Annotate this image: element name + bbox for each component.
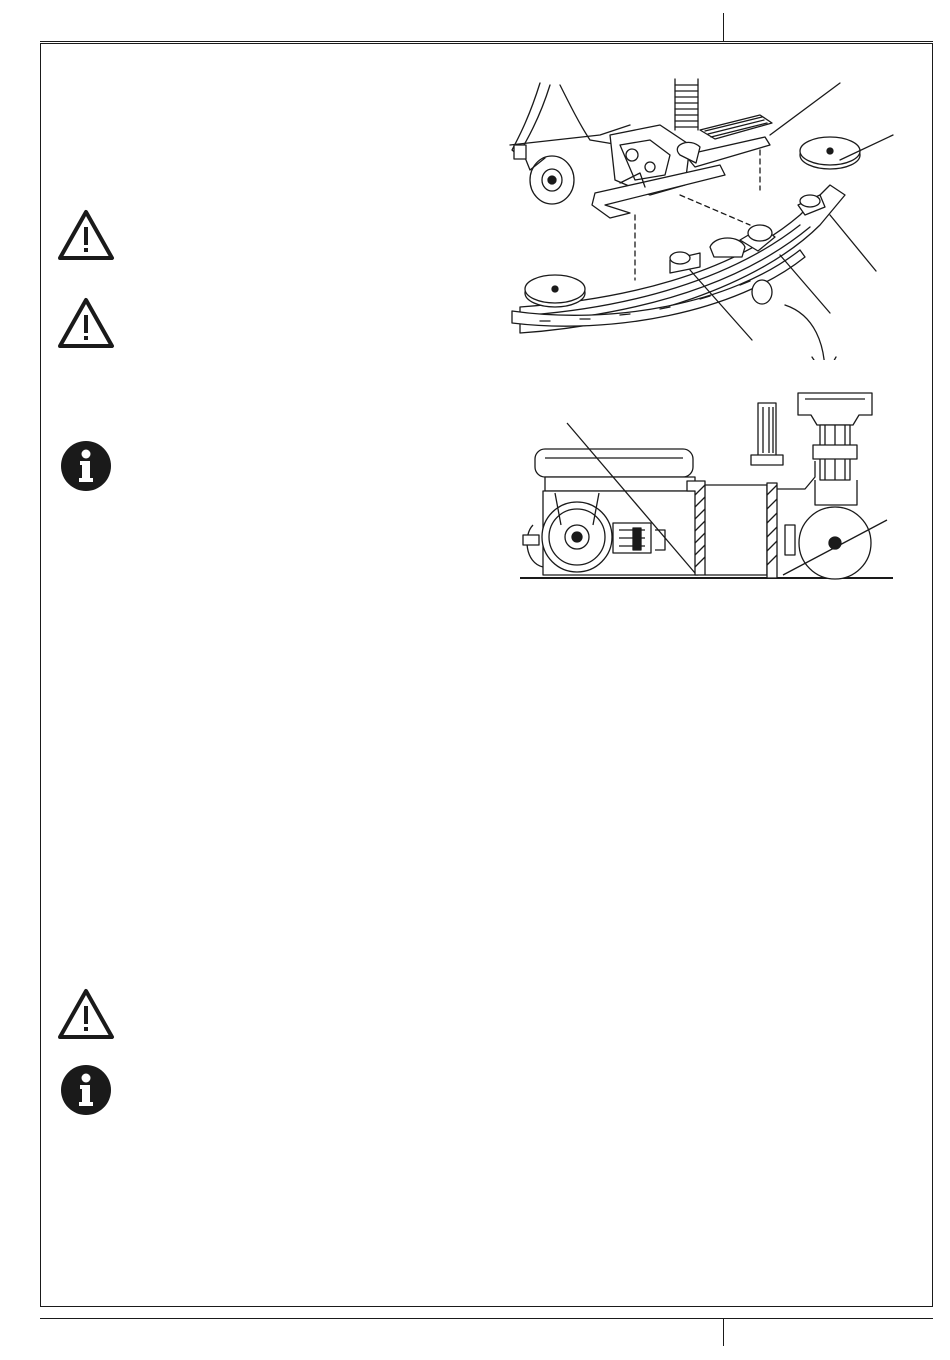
footer-rule [40,1318,933,1319]
header-tab-divider [723,13,724,41]
warning-triangle-icon [56,208,116,262]
squeegee-section-figure [515,385,895,585]
info-circle-icon [60,440,112,492]
footer-tab-divider [723,1318,724,1346]
squeegee-assembly-figure [500,75,900,360]
warning-triangle-icon [56,296,116,350]
header-rule [40,41,933,42]
warning-triangle-icon [56,987,116,1041]
info-circle-icon [60,1064,112,1116]
